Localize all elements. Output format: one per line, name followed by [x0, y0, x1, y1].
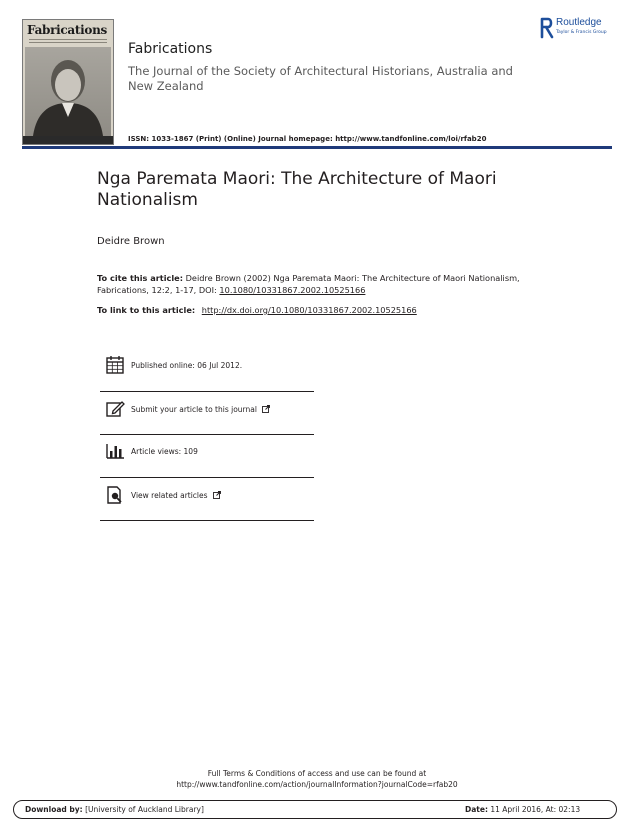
journal-cover-image — [22, 19, 114, 145]
article-doi-link[interactable]: http://dx.doi.org/10.1080/10331867.2002.10525166 — [201, 305, 417, 315]
routledge-logo-icon — [540, 17, 554, 43]
publisher-tagline: Taylor & Francis Group — [556, 30, 607, 35]
article-views-item — [100, 441, 314, 485]
related-articles-item[interactable] — [100, 485, 314, 529]
terms-notice — [0, 768, 634, 790]
article-views-text: Article views: 109 — [131, 447, 198, 456]
info-divider — [100, 477, 314, 478]
document-search-icon — [105, 485, 125, 505]
published-online-text: Published online: 06 Jul 2012. — [131, 361, 243, 370]
download-date — [465, 805, 580, 814]
citation-block — [97, 272, 537, 296]
edit-icon — [105, 399, 125, 419]
external-link-icon — [213, 491, 221, 501]
cover-title: Fabrications — [27, 23, 107, 37]
submit-article-item[interactable] — [100, 399, 314, 443]
external-link-icon — [262, 405, 270, 415]
bar-chart-icon — [105, 441, 125, 461]
terms-url-link[interactable]: http://www.tandfonline.com/action/journalInformation?journalCode=rfab20 — [176, 780, 458, 789]
downloaded-by-label: Download by: — [25, 805, 83, 814]
article-title: Nga Paremata Maori: The Architecture of Maori Nationalism — [97, 169, 497, 210]
submit-article-link[interactable] — [131, 405, 270, 415]
published-online-item — [100, 355, 314, 399]
info-divider — [100, 434, 314, 435]
info-divider — [100, 391, 314, 392]
link-label: To link to this article: — [97, 305, 196, 315]
download-date-value: 11 April 2016, At: 02:13 — [490, 805, 581, 814]
journal-subtitle: The Journal of the Society of Architectural Historians, Australia and New Zealand — [128, 64, 513, 93]
cite-text: Deidre Brown (2002) Nga Paremata Maori: The Architecture of Maori Nationalism, Fabrications, 12:2, 1-17, DOI: — [97, 273, 520, 295]
cite-doi-link[interactable]: 10.1080/10331867.2002.10525166 — [219, 285, 366, 295]
journal-name: Fabrications — [128, 41, 213, 57]
related-articles-label: View related articles — [131, 491, 208, 500]
issn-line — [128, 135, 486, 143]
article-author: Deidre Brown — [97, 236, 165, 247]
journal-homepage-link[interactable]: http://www.tandfonline.com/loi/rfab20 — [335, 135, 487, 143]
issn-label: ISSN: 1033-1867 (Print) (Online) Journal homepage: — [128, 135, 333, 143]
submit-article-label: Submit your article to this journal — [131, 405, 257, 414]
article-link-row — [97, 305, 417, 315]
cover-decoration — [29, 39, 107, 45]
header-rule — [22, 146, 612, 149]
cover-portrait — [25, 47, 111, 136]
cover-band — [23, 136, 113, 144]
calendar-icon — [105, 355, 125, 375]
cite-label: To cite this article: — [97, 273, 183, 283]
info-divider — [100, 520, 314, 521]
related-articles-link[interactable] — [131, 491, 221, 501]
publisher-name: Routledge — [556, 17, 602, 28]
download-date-label: Date: — [465, 805, 488, 814]
downloaded-by — [25, 805, 204, 814]
terms-line: Full Terms & Conditions of access and use can be found at — [207, 769, 427, 778]
downloaded-by-value: [University of Auckland Library] — [85, 805, 204, 814]
